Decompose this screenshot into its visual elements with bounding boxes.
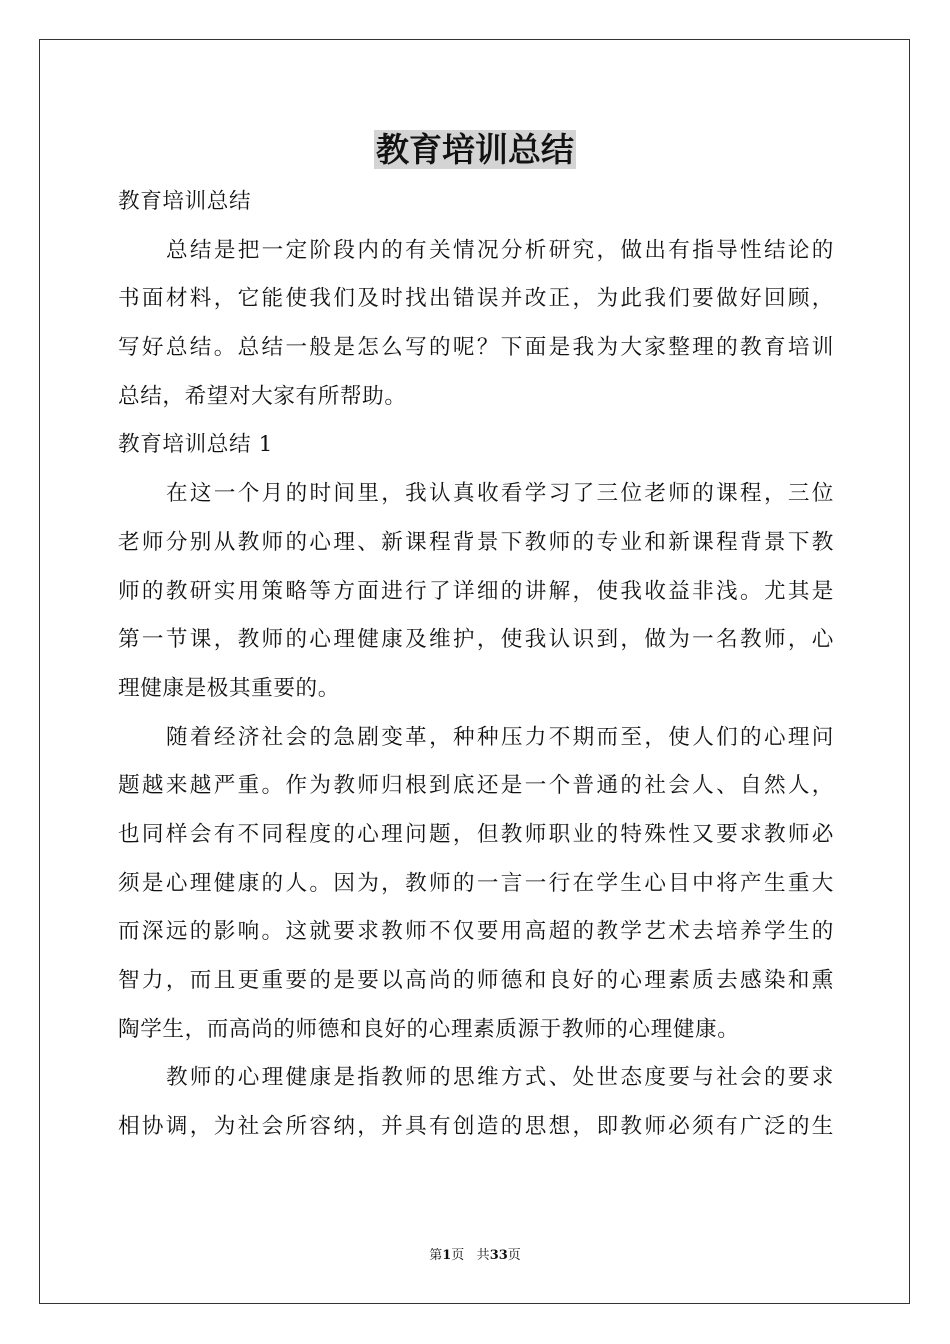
footer-page-prefix: 第	[429, 1248, 443, 1263]
text-line: 教育培训总结 1	[118, 432, 273, 458]
text-line: 书面材料，它能使我们及时找出错误并改正，为此我们要做好回顾，	[118, 286, 834, 312]
footer-page-number: 1	[442, 1248, 452, 1263]
text-line: 教育培训总结	[118, 189, 252, 214]
text-line: 老师分别从教师的心理、新课程背景下教师的专业和新课程背景下教	[118, 529, 834, 555]
text-line: 第一节课，教师的心理健康及维护，使我认识到，做为一名教师，心	[118, 627, 834, 653]
footer-total-prefix: 共	[476, 1248, 490, 1263]
text-line: 须是心理健康的人。因为，教师的一言一行在学生心目中将产生重大	[118, 870, 834, 896]
document-title-text: 教育培训总结	[376, 130, 574, 169]
text-line: 随着经济社会的急剧变革，种种压力不期而至，使人们的心理问	[166, 724, 834, 750]
text-line: 陶学生，而高尚的师德和良好的心理素质源于教师的心理健康。	[118, 1016, 740, 1042]
text-line: 相协调，为社会所容纳，并具有创造的思想，即教师必须有广泛的生	[118, 1114, 834, 1140]
page-footer	[0, 1246, 950, 1266]
document-body	[118, 178, 834, 1152]
text-line: 在这一个月的时间里，我认真收看学习了三位老师的课程，三位	[166, 481, 834, 507]
text-line: 也同样会有不同程度的心理问题，但教师职业的特殊性又要求教师必	[118, 821, 834, 847]
text-line: 而深远的影响。这就要求教师不仅要用高超的教学艺术去培养学生的	[118, 919, 834, 945]
text-line: 师的教研实用策略等方面进行了详细的讲解，使我收益非浅。尤其是	[118, 578, 834, 604]
text-line: 写好总结。总结一般是怎么写的呢？下面是我为大家整理的教育培训	[118, 335, 834, 361]
text-line: 总结是把一定阶段内的有关情况分析研究，做出有指导性结论的	[166, 237, 834, 263]
text-line: 理健康是极其重要的。	[118, 675, 340, 701]
footer-page-suffix: 页	[451, 1248, 465, 1263]
text-line: 题越来越严重。作为教师归根到底还是一个普通的社会人、自然人，	[118, 773, 834, 799]
text-line: 总结，希望对大家有所帮助。	[118, 383, 407, 409]
text-line: 智力，而且更重要的是要以高尚的师德和良好的心理素质去感染和熏	[118, 968, 834, 993]
footer-total-number: 33	[489, 1248, 508, 1263]
document-title	[0, 128, 950, 172]
footer-total-suffix: 页	[507, 1248, 521, 1263]
text-line: 教师的心理健康是指教师的思维方式、处世态度要与社会的要求	[166, 1065, 834, 1091]
